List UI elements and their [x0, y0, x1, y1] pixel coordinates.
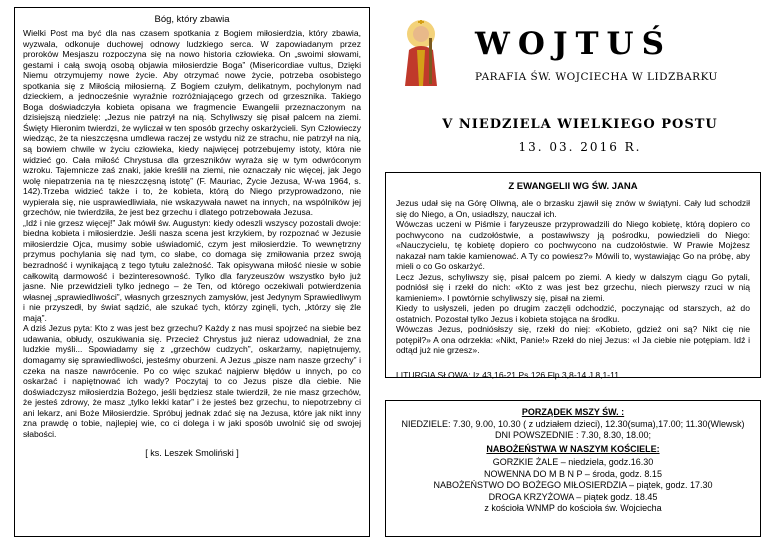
gospel-paragraph: Wówczas uczeni w Piśmie i faryzeusze przyprowadzili do Niego kobietę, którą dopiero co pochwycono na cudzołóstwie, a postawiwszy ją pośrodku, powiedzieli do Niego: «Nauczycielu, tę kobietę dopiero co pochwycono na cudzołóstwie. W Prawie Mojżesz nakazał nam takie kamienować. A Ty co powiesz?» Mówili to, wystawiając Go na próbę, aby mieli o co Go oskarżyć. — [396, 219, 750, 271]
devotion-item: NABOŻEŃSTWO DO BOŻEGO MIŁOSIERDZIA – piątek, godz. 17.30 — [433, 480, 713, 490]
devotion-item: NOWENNA DO M B N P – środa, godz. 8.15 — [484, 468, 662, 479]
mass-schedule-box — [385, 400, 761, 537]
bulletin-header — [395, 8, 765, 198]
liturgy-readings: LITURGIA SŁOWA: Iz 43,16-21 Ps 126 Flp 3,8-14 J 8,1-11 — [396, 369, 620, 380]
reflection-paragraph: „Idź i nie grzesz więcej!” Jak mówił św. Augustyn: kiedy odeszli wszyscy pozostali dwoje: biedna kobieta i miłosierdzie. Jeśli nasza scena jest krzykiem, by rozpoznać w Jezusie miłosierdzie Ojca, musimy sobie uświadomić, czym jest miłosierdzie. To wewnętrzny przymus pochylania się nad tym, co słabe, co domaga się zmiłowania przez swoją bezradność i wynikającą z tego tytułu zależność. Tak opisywana miłość niesie w sobie całkowitą darmowość i bezinteresowność. Tylko dla faryzeuszów wszystko było już jasne. Nie przewidzieli tylko jednego – że Ten, od którego oczekiwali potwierdzenia własnej „sprawiedliwości”, własnych grzesznych zamysłów, jest Jedynym Sprawiedliwym i nie przyszedł, by świat sądzić, ale szukać tych, którzy zginęli, tych, „którzy się źle mają”. — [23, 217, 361, 323]
sunday-title: V NIEDZIELA WIELKIEGO POSTU — [442, 117, 718, 132]
weekday-masses: DNI POWSZEDNIE : 7.30, 8.30, 18.00; — [494, 430, 652, 440]
gospel-body — [396, 198, 750, 356]
sunday-masses: NIEDZIELE: 7.30, 9.00, 10.30 ( z udziałem dzieci), 12.30(suma),17.00; 11.30(Wlewsk) — [401, 418, 745, 429]
saint-icon — [395, 16, 447, 86]
gospel-title: Z EWANGELII WG ŚW. JANA — [508, 181, 638, 192]
reflection-title: Bóg, który zbawia — [154, 14, 230, 25]
reflection-body — [23, 28, 361, 439]
gospel-paragraph: Lecz Jezus, schyliwszy się, pisał palcem po ziemi. A kiedy w dalszym ciągu Go pytali, podniósł się i rzekł do nich: «Kto z was jest bez grzechu, niech pierwszy rzuci w nią kamieniem». I powtórnie schyliwszy się, pisał na ziemi. — [396, 271, 750, 303]
gospel-paragraph: Jezus udał się na Górę Oliwną, ale o brzasku zjawił się znów w świątyni. Cały lud schodził się do Niego, a On, usiadłszy, nauczał ich. — [396, 198, 750, 219]
devotions-title: NABOŻEŃSTWA W NASZYM KOŚCIELE: — [486, 443, 660, 454]
reflection-paragraph: Wielki Post ma być dla nas czasem spotkania z Bogiem miłosierdzia, który zbawia, wyzwala, odkonuje duchowej odnowy ludzkiego serca. W zapowiadanym przez proroków Mesjaszu rozpoczyna się na nowo historia człowieka. On „swoimi słowami, gestami i całą swoją osobą objawia miłosierdzie Boga” (Misericordiae vultus, Dzięki Niemu otrzymujemy nowe życie. Aby otrzymać nowe życie, potrzeba osobistego spotkania się z Miłością miłosierną. Z Bogiem czułym, delikatnym, pochylonym nad dzieckiem, a jednocześnie wyraźnie rozróżniającego grzech od grzesznika. Takiego Boga doświadczyła kobieta opisana we fragmencie Ewangelii przeznaczonym na dzisiejszą niedzielę: „Jezus nie patrzył na nią. Schyliwszy się pisał palcem na ziemi. Święty Hieronim twierdzi, że wyliczał w ten sposób grzechy oskarżycieli. Syn Człowieczy wiedząc, że ta nieszczęsna umdlewa raczej ze wstydu niż ze strachu, nie patrzył na nią, są bowiem chwile w życiu człowieka, kiedy najwięcej potrzebujemy istoty, która nie widzieć go. Cała miłość Chrystusa dla grzeszników wyraża się w tym odwróconym wzroku. Tajemnicze zaś znaki, jakie kreślił na ziemi, nie oznaczały nic więcej, jak Jego wolę niepatrzenia na tę nieszczęsną istotę” (F. Mauriac, Życie Jezusa, W-wa 1964, s. 142).Trzeba widzieć także i to, że kobieta, którą do Niego przyprowadzono, nie wypierała się, nie usprawiedliwiała, nie wskazywała nawet na innych, na wspólników jej grzechów, nie twierdziła, że jest bez grzechu i dlatego potrzebowała Jezusa. — [23, 28, 361, 218]
gospel-paragraph: Kiedy to usłyszeli, jeden po drugim zaczęli odchodzić, poczynając od starszych, aż do ostatnich. Pozostał tylko Jezus i kobieta stojąca na środku. — [396, 303, 750, 324]
gospel-box — [385, 172, 761, 378]
gospel-paragraph: Wówczas Jezus, podniósłszy się, rzekł do niej: «Kobieto, gdzież oni są? Nikt cię nie potępił?» A ona odrzekła: «Nikt, Panie!» Rzekł do niej Jezus: «I Ja ciebie nie potępiam. Idź i odtąd już nie grzesz». — [396, 324, 750, 355]
reflection-box — [14, 7, 370, 537]
devotion-item: z kościoła WNMP do kościoła św. Wojciecha — [484, 503, 662, 513]
bulletin-title: WOJTUŚ — [475, 26, 672, 62]
devotion-item: GORZKIE ŻALE – niedziela, godz.16.30 — [492, 457, 654, 467]
author-signature: [ ks. Leszek Smoliński ] — [145, 448, 239, 459]
reflection-paragraph: A dziś Jezus pyta: Kto z was jest bez grzechu? Każdy z nas musi spojrzeć na siebie bez udawania, obłudy, oszukiwania się. Przecież Chrystus już nieraz udowadniał, że zna ludzkie myśli... Spowiadamy się z „grzechów cudzych”, oskarżamy, napiętnujemy, domagamy się sprawiedliwości, jesteśmy oburzeni. A Jezus „pisze nam nasze grzechy” i czeka na nasze nawrócenie. Po co więc szukać najpierw błędów u innych, po co oskarżać i napiętnować ich wady? Poczytaj to co Jezus pisze dla ciebie. Nie doświadczysz miłosierdzia Bożego, jeśli będziesz stale twierdził, że nie masz grzechów, że jesteś zdrowy, że masz „tylko lekki katar” i że jesteś bez grzechu, to niepotrzebny ci ani lekarz, ani Boże Miłosierdzie. Spróbuj jednak zdać się na Jezusa, które jak nikt inny zna prawdę o tobie, najlepiej wie, co ci dolega i w jaki sposób uwolnić się od swojej słabości. — [23, 323, 361, 439]
devotion-item: DROGA KRZYŻOWA – piątek godz. 18.45 — [488, 491, 658, 502]
parish-name: PARAFIA ŚW. WOJCIECHA W LIDZBARKU — [475, 71, 718, 83]
bulletin-date: 13. 03. 2016 R. — [518, 140, 642, 154]
mass-schedule-title: PORZĄDEK MSZY ŚW. : — [521, 407, 625, 417]
